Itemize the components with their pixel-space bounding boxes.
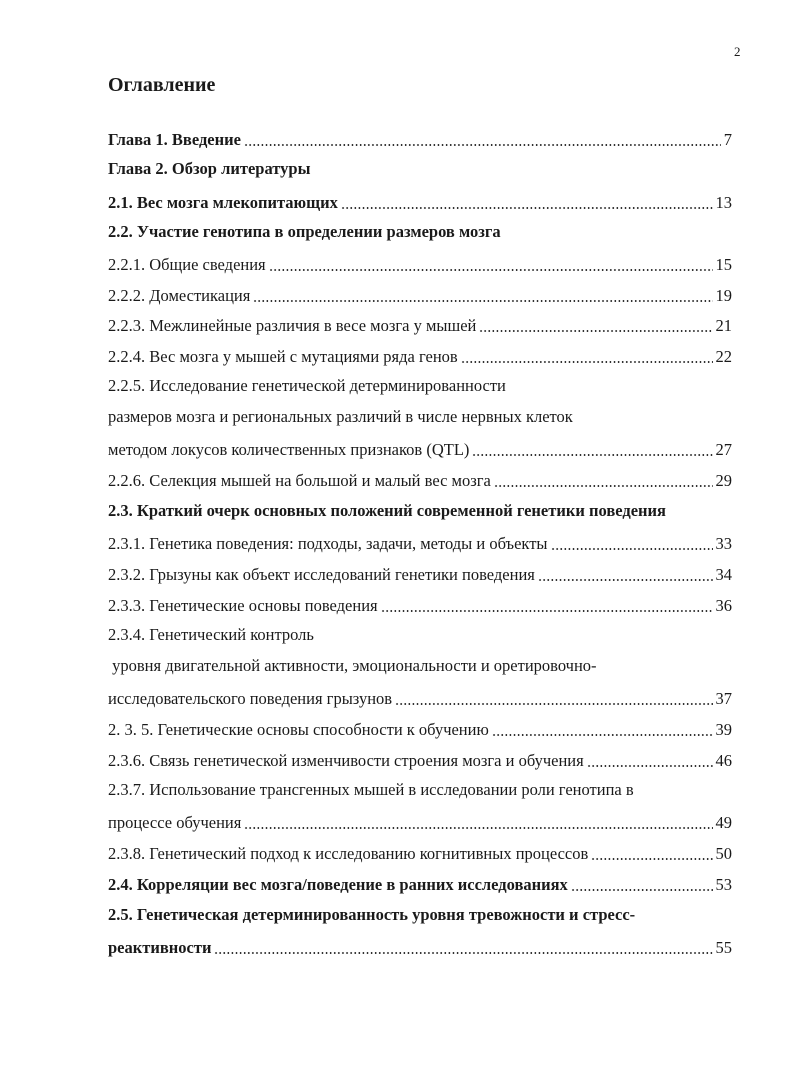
toc-entry-2-3-6[interactable] xyxy=(108,749,732,771)
toc-entry-label: 2.3.6. Связь генетической изменчивости строения мозга и обучения xyxy=(108,750,584,770)
toc-entry-label: 2.2.2. Доместикация xyxy=(108,285,251,305)
toc-entry-2-3-1[interactable] xyxy=(108,532,732,554)
toc-heading-2-2[interactable]: 2.2. Участие генотипа в определении размеров мозга xyxy=(108,222,501,241)
toc-entry-page: 29 xyxy=(715,470,732,490)
dot-leader xyxy=(538,565,713,582)
toc-entry-page: 19 xyxy=(715,285,732,305)
toc-entry-2-5-line-2[interactable] xyxy=(108,936,732,958)
toc-entry-label: процессе обучения xyxy=(108,812,242,832)
dot-leader xyxy=(591,844,712,861)
toc-entry-2-2-5-line-2[interactable]: размеров мозга и региональных различий в числе нервных клеток xyxy=(108,407,573,426)
toc-entry-label: 2.1. Вес мозга млекопитающих xyxy=(108,192,338,212)
dot-leader xyxy=(494,471,713,488)
dot-leader xyxy=(244,130,721,147)
dot-leader xyxy=(269,255,713,272)
toc-entry-label: исследовательского поведения грызунов xyxy=(108,688,393,708)
toc-entry-page: 50 xyxy=(715,843,732,863)
toc-entry-label: 2.2.3. Межлинейные различия в весе мозга у мышей xyxy=(108,315,477,335)
toc-entry-2-2-2[interactable] xyxy=(108,284,732,306)
toc-entry-label: 2.2.6. Селекция мышей на большой и малый вес мозга xyxy=(108,470,491,490)
toc-entry-label: 2.3.2. Грызуны как объект исследований генетики поведения xyxy=(108,564,535,584)
toc-entry-2-2-4[interactable] xyxy=(108,345,732,367)
toc-entry-2-2-1[interactable] xyxy=(108,253,732,275)
dot-leader xyxy=(244,813,712,830)
toc-entry-page: 37 xyxy=(715,688,732,708)
toc-entry-label: 2.2.4. Вес мозга у мышей с мутациями ряда генов xyxy=(108,346,458,366)
toc-entry-page: 53 xyxy=(715,874,732,894)
toc-entry-page: 15 xyxy=(715,254,732,274)
toc-entry-page: 7 xyxy=(723,129,732,149)
toc-entry-label: 2.3.8. Генетический подход к исследованию когнитивных процессов xyxy=(108,843,589,863)
page-number: 2 xyxy=(734,44,741,59)
toc-entry-2-4[interactable] xyxy=(108,873,732,895)
toc-entry-2-2-3[interactable] xyxy=(108,314,732,336)
dot-leader xyxy=(395,689,712,706)
toc-entry-page: 36 xyxy=(715,595,732,615)
toc-entry-label: 2. 3. 5. Генетические основы способности к обучению xyxy=(108,719,489,739)
toc-entry-2-3-2[interactable] xyxy=(108,563,732,585)
toc-entry-page: 21 xyxy=(715,315,732,335)
toc-entry-label: Глава 1. Введение xyxy=(108,129,241,149)
dot-leader xyxy=(551,534,713,551)
dot-leader xyxy=(492,720,713,737)
toc-entry-2-1[interactable] xyxy=(108,191,732,213)
toc-entry-2-3-8[interactable] xyxy=(108,842,732,864)
toc-entry-label: 2.3.1. Генетика поведения: подходы, задачи, методы и объекты xyxy=(108,533,548,553)
toc-entry-label: методом локусов количественных признаков (QTL) xyxy=(108,439,470,459)
toc-entry-2-3-3[interactable] xyxy=(108,594,732,616)
toc-entry-2-3-5[interactable] xyxy=(108,718,732,740)
toc-entry-2-3-4-line-2[interactable]: уровня двигательной активности, эмоциональности и оретировочно- xyxy=(108,656,597,675)
toc-entry-page: 33 xyxy=(715,533,732,553)
toc-entry-page: 55 xyxy=(715,937,732,957)
toc-entry-page: 49 xyxy=(715,812,732,832)
toc-entry-2-3-4-line-3[interactable] xyxy=(108,687,732,709)
toc-entry-2-3-7-line-1[interactable]: 2.3.7. Использование трансгенных мышей в исследовании роли генотипа в xyxy=(108,780,634,799)
toc-entry-2-2-5-line-1[interactable]: 2.2.5. Исследование генетической детерминированности xyxy=(108,376,506,395)
toc-entry-label: 2.3.3. Генетические основы поведения xyxy=(108,595,378,615)
dot-leader xyxy=(341,193,713,210)
toc-entry-2-5-line-1[interactable]: 2.5. Генетическая детерминированность уровня тревожности и стресс- xyxy=(108,905,636,924)
toc-entry-label: 2.2.1. Общие сведения xyxy=(108,254,266,274)
dot-leader xyxy=(479,316,712,333)
toc-title: Оглавление xyxy=(108,74,216,96)
toc-entry-page: 13 xyxy=(715,192,732,212)
dot-leader xyxy=(214,938,712,955)
dot-leader xyxy=(472,440,712,457)
dot-leader xyxy=(587,751,713,768)
toc-entry-2-2-6[interactable] xyxy=(108,469,732,491)
toc-entry-2-3-4-line-1[interactable]: 2.3.4. Генетический контроль xyxy=(108,625,314,644)
toc-entry-page: 46 xyxy=(715,750,732,770)
toc-entry-2-3-7-line-2[interactable] xyxy=(108,811,732,833)
toc-entry-label: 2.4. Корреляции вес мозга/поведение в ранних исследованиях xyxy=(108,874,568,894)
toc-entry-page: 34 xyxy=(715,564,732,584)
toc-entry-chapter-1[interactable] xyxy=(108,128,732,150)
dot-leader xyxy=(571,875,713,892)
dot-leader xyxy=(461,347,713,364)
toc-entry-2-2-5-line-3[interactable] xyxy=(108,438,732,460)
toc-entry-page: 22 xyxy=(715,346,732,366)
toc-heading-chapter-2[interactable]: Глава 2. Обзор литературы xyxy=(108,159,311,178)
toc-heading-2-3[interactable]: 2.3. Краткий очерк основных положений современной генетики поведения xyxy=(108,501,666,520)
dot-leader xyxy=(381,596,713,613)
toc-entry-label: реактивности xyxy=(108,937,212,957)
toc-entry-page: 39 xyxy=(715,719,732,739)
toc-entry-page: 27 xyxy=(715,439,732,459)
dot-leader xyxy=(253,286,712,303)
